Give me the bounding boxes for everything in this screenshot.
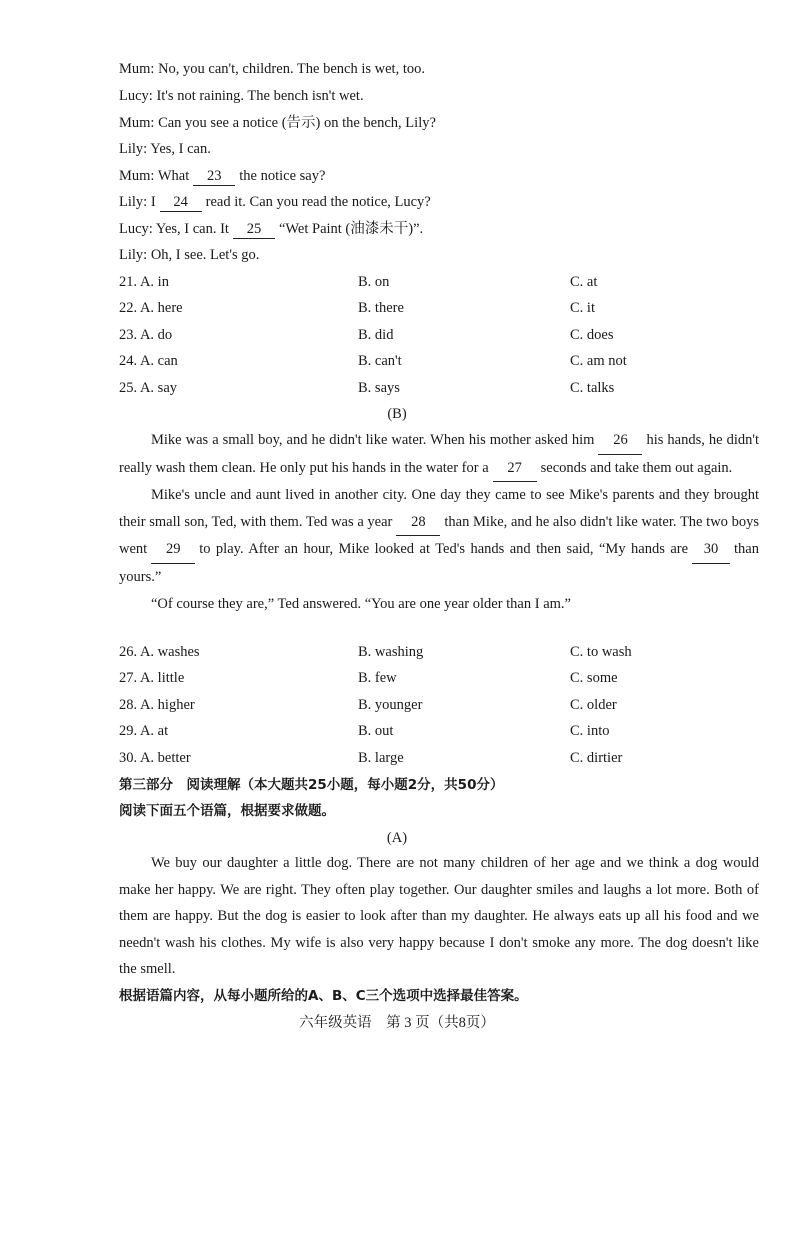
dialogue-line (119, 114, 436, 132)
dialogue-text: I (150, 194, 156, 210)
dialogue-text: Can you see a notice (告示) on the bench, Lily? (158, 115, 436, 131)
dialogue-line (119, 140, 211, 158)
speaker: Mum: (119, 61, 155, 77)
part3-instruction: 阅读下面五个语篇，根据要求做题。 (119, 803, 335, 819)
blank-28: 28 (396, 509, 440, 537)
speaker: Lily: (119, 247, 148, 263)
option-c: C. some (570, 670, 618, 686)
option-row (119, 749, 759, 767)
passage-text: Mike was a small boy, and he didn't like water. When his mother asked him (151, 432, 595, 448)
option-b: B. can't (358, 353, 402, 369)
speaker: Lucy: (119, 88, 153, 104)
dialogue-text: Yes, I can. (150, 141, 211, 157)
option-a: 29. A. at (119, 723, 169, 739)
dialogue-line (119, 60, 425, 78)
passage-text: We buy our daughter a little dog. There are not many children of her age and we think a dog would make her happy. We are right. They often play together. Our daughter smiles and laughs a lot more. Both of them are happy. But the dog is easier to look after than my daughter. He always eats up all his food and we needn't wash his clothes. My wife is also very happy because I don't smoke any more. The dog doesn't like the smell. (119, 855, 759, 978)
option-a: 26. A. washes (119, 644, 200, 660)
speaker: Lily: (119, 141, 148, 157)
passage-a (119, 850, 759, 983)
speaker: Lucy: (119, 221, 153, 237)
dialogue-line (119, 246, 259, 264)
option-a: 25. A. say (119, 380, 177, 396)
blank-26: 26 (598, 427, 642, 455)
blank-25: 25 (233, 220, 275, 239)
passage-text: Mike's uncle and aunt lived in another city. One day they came to see Mike's parents and they brought their small son, Ted, with them. Ted was a year (119, 487, 759, 530)
option-c: C. dirtier (570, 750, 623, 766)
speaker: Mum: (119, 168, 155, 184)
option-a: 21. A. in (119, 274, 169, 290)
passage-text: his hands, he didn't really wash them clean. He only put his hands in the water for a (119, 432, 759, 476)
passage-text: “Of course they are,” Ted answered. “You are one year older than I am.” (151, 595, 571, 612)
option-a: 23. A. do (119, 327, 173, 343)
part3-heading: 第三部分 阅读理解（本大题共25小题，每小题2分，共50分） (119, 777, 504, 793)
option-c: C. does (570, 327, 614, 343)
option-c: C. into (570, 723, 610, 739)
option-row (119, 722, 759, 740)
speaker: Lily: (119, 194, 148, 210)
passage-text: seconds and take them out again. (540, 459, 733, 476)
passage-text: than Mike, and he also didn't like water. The two boys went (119, 513, 759, 558)
dialogue-text: What (157, 168, 190, 184)
option-b: B. large (358, 750, 404, 766)
option-a: 24. A. can (119, 353, 178, 369)
dialogue-line (119, 87, 364, 105)
option-a: 30. A. better (119, 750, 191, 766)
option-row (119, 669, 759, 687)
blank-24: 24 (160, 193, 202, 212)
passage-text: than yours.” (119, 541, 759, 585)
option-b: B. there (358, 300, 404, 316)
dialogue-text: read it. Can you read the notice, Lucy? (205, 194, 431, 210)
blank-30: 30 (692, 536, 730, 564)
dialogue-line (119, 193, 431, 212)
option-c: C. older (570, 697, 617, 713)
option-row (119, 326, 759, 344)
blank-27: 27 (493, 455, 537, 483)
option-a: 27. A. little (119, 670, 185, 686)
option-b: B. younger (358, 697, 423, 713)
option-c: C. talks (570, 380, 615, 396)
option-row (119, 299, 759, 317)
option-row (119, 379, 759, 397)
option-row (119, 696, 759, 714)
option-b: B. few (358, 670, 397, 686)
section-title-a: (A) (386, 830, 408, 846)
option-b: B. washing (358, 644, 424, 660)
passage-b (119, 427, 759, 617)
blank-23: 23 (193, 167, 235, 186)
option-row (119, 273, 759, 291)
option-c: C. it (570, 300, 595, 316)
section-title-b: (B) (387, 406, 407, 422)
dialogue-text: No, you can't, children. The bench is wet, too. (158, 61, 425, 77)
option-c: C. am not (570, 353, 627, 369)
choose-instruction: 根据语篇内容，从每小题所给的A、B、C三个选项中选择最佳答案。 (119, 988, 528, 1004)
dialogue-line (119, 220, 423, 239)
dialogue-text: Yes, I can. It (155, 221, 229, 237)
dialogue-text: Oh, I see. Let's go. (150, 247, 260, 263)
option-b: B. on (358, 274, 390, 290)
option-row (119, 643, 759, 661)
speaker: Mum: (119, 115, 155, 131)
option-a: 28. A. higher (119, 697, 195, 713)
dialogue-text: “Wet Paint (油漆未干)”. (278, 221, 424, 237)
option-c: C. to wash (570, 644, 632, 660)
dialogue-text: the notice say? (239, 168, 326, 184)
blank-29: 29 (151, 536, 195, 564)
option-a: 22. A. here (119, 300, 183, 316)
passage-text: to play. After an hour, Mike looked at Ted's hands and then said, “My hands are (199, 541, 689, 558)
option-b: B. says (358, 380, 400, 396)
page-footer: 六年级英语 第 3 页（共8页） (299, 1015, 495, 1031)
option-b: B. did (358, 327, 394, 343)
option-b: B. out (358, 723, 394, 739)
dialogue-line (119, 167, 325, 186)
dialogue-text: It's not raining. The bench isn't wet. (156, 88, 364, 104)
option-row (119, 352, 759, 370)
option-c: C. at (570, 274, 598, 290)
